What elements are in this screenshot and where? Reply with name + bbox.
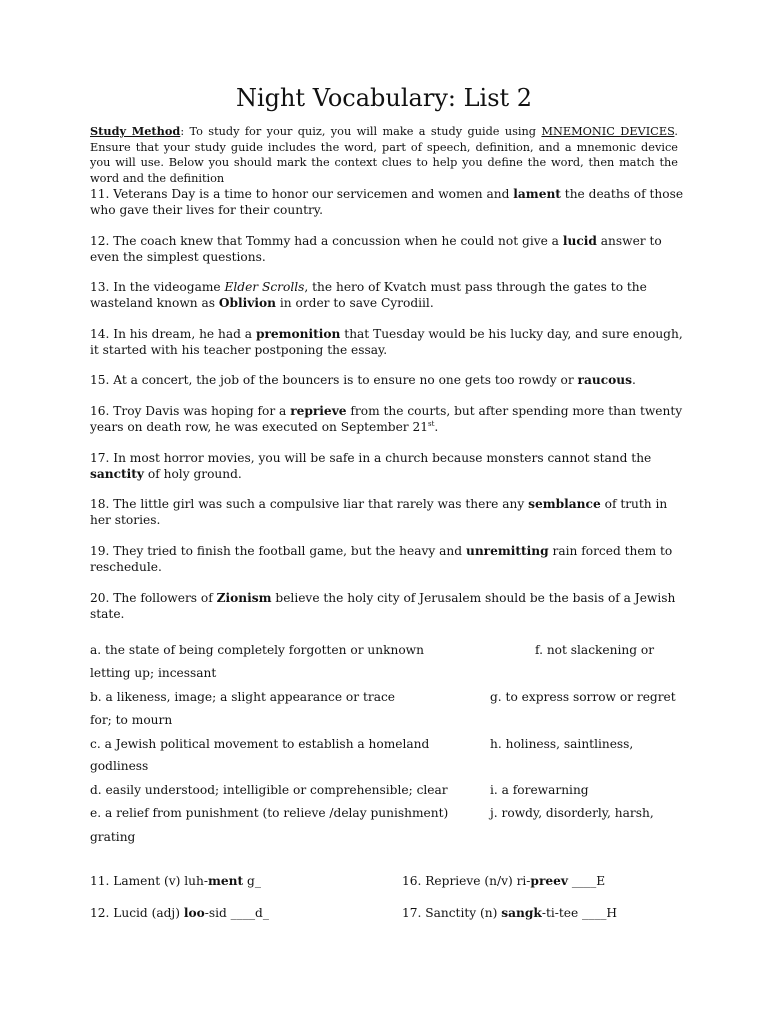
ordinal-suffix: st — [428, 419, 435, 428]
page-title: Night Vocabulary: List 2 — [235, 84, 533, 112]
answer-text: 16. Reprieve (n/v) ri- — [402, 874, 531, 888]
definition-j-continued: grating — [90, 830, 136, 844]
sentence-text: 20. The followers of — [90, 591, 217, 605]
definition-f-continued: letting up; incessant — [90, 666, 217, 680]
sentence-text: . — [434, 420, 439, 434]
answer-text: g_ — [243, 874, 261, 888]
sentence-text: 18. The little girl was such a compulsive liar that rarely was there any — [90, 497, 529, 511]
intro-text-1: : To study for your quiz, you will make a study guide using — [180, 125, 542, 138]
definition-c: c. a Jewish political movement to establish a homeland — [90, 737, 430, 751]
vocab-word-sanctity: sanctity — [90, 467, 145, 481]
vocab-word-lament: lament — [513, 187, 561, 201]
vocab-word-oblivion: Oblivion — [218, 296, 276, 310]
answer-text: 12. Lucid (adj) — [90, 906, 184, 920]
sentence-text: of holy ground. — [144, 467, 242, 481]
definition-a: a. the state of being completely forgotten or unknown — [90, 643, 424, 657]
answer-16 — [402, 873, 605, 889]
sentence-text: from the courts, but after spending more than twenty years on death row, he was executed on September 21 — [90, 404, 683, 434]
vocab-word-unremitting: unremitting — [465, 544, 549, 558]
sentence-20 — [90, 590, 690, 622]
sentence-text: 11. Veterans Day is a time to honor our servicemen and women and — [90, 187, 514, 201]
sentence-text: 19. They tried to finish the football game, but the heavy and — [90, 544, 466, 558]
definition-g: g. to express sorrow or regret — [490, 690, 676, 704]
answer-text: -sid ____d_ — [204, 906, 269, 920]
sentence-17 — [90, 450, 690, 482]
sentence-text: 16. Troy Davis was hoping for a — [90, 404, 291, 418]
answer-text: ____E — [567, 874, 606, 888]
sentence-text: rain forced them to reschedule. — [90, 544, 673, 574]
answer-text: 11. Lament (v) luh- — [90, 874, 208, 888]
stressed-syllable: sangk — [501, 906, 542, 920]
sentence-15 — [90, 372, 690, 388]
answer-text: -ti-tee ____H — [541, 906, 618, 920]
definition-h-continued: godliness — [90, 759, 149, 773]
definition-e: e. a relief from punishment (to relieve /delay punishment) — [90, 806, 449, 820]
intro-text-2: . Ensure that your study guide includes the word, part of speech, definition, and a mnemonic device you will use. Below you should mark the context clues to help you define the word, then match the word and the definition — [90, 125, 679, 185]
sentence-text: 13. In the videogame — [90, 280, 225, 294]
sentence-text: . — [631, 373, 636, 387]
vocab-word-reprieve: reprieve — [290, 404, 347, 418]
sentence-19 — [90, 543, 690, 575]
definition-b: b. a likeness, image; a slight appearance or trace — [90, 690, 395, 704]
definition-j: j. rowdy, disorderly, harsh, — [490, 806, 654, 820]
vocab-word-lucid: lucid — [562, 234, 597, 248]
sentence-text: believe the holy city of Jerusalem should be the basis of a Jewish state. — [90, 591, 676, 621]
answer-17 — [402, 905, 617, 921]
sentence-text: 12. The coach knew that Tommy had a concussion when he could not give a — [90, 234, 563, 248]
sentence-text: answer to even the simplest questions. — [90, 234, 662, 264]
sentence-text: of truth in her stories. — [90, 497, 668, 527]
sentence-text: the deaths of those who gave their lives for their country. — [90, 187, 684, 217]
sentence-text: 15. At a concert, the job of the bouncers is to ensure no one gets too rowdy or — [90, 373, 578, 387]
mnemonic-devices-text: MNEMONIC DEVICES — [541, 125, 675, 138]
stressed-syllable: preev — [530, 874, 568, 888]
sentence-16 — [90, 403, 690, 435]
sentence-text: 17. In most horror movies, you will be safe in a church because monsters cannot stand the — [90, 451, 652, 465]
stressed-syllable: ment — [208, 874, 244, 888]
definition-g-continued: for; to mourn — [90, 713, 173, 727]
sentence-text: , the hero of Kvatch must pass through the gates to the wasteland known as — [90, 280, 647, 310]
definition-f: f. not slackening or — [535, 643, 655, 657]
definition-h: h. holiness, saintliness, — [490, 737, 634, 751]
answer-11 — [90, 873, 261, 889]
sentence-14 — [90, 326, 690, 358]
sentence-18 — [90, 496, 690, 528]
definition-d: d. easily understood; intelligible or comprehensible; clear — [90, 783, 448, 797]
answer-12 — [90, 905, 269, 921]
study-method-paragraph — [90, 124, 678, 186]
sentence-text: in order to save Cyrodiil. — [275, 296, 434, 310]
vocab-word-raucous: raucous — [577, 373, 632, 387]
study-method-label: Study Method — [90, 124, 181, 138]
sentence-13 — [90, 279, 690, 311]
sentence-12 — [90, 233, 690, 265]
vocab-word-zionism: Zionism — [216, 591, 272, 605]
stressed-syllable: loo — [183, 906, 205, 920]
definition-i: i. a forewarning — [490, 783, 589, 797]
sentence-text: 14. In his dream, he had a — [90, 327, 256, 341]
sentence-text: that Tuesday would be his lucky day, and sure enough, it started with his teacher postponing the essay. — [90, 327, 683, 357]
game-title-italic: Elder Scrolls — [224, 280, 305, 294]
answer-text: 17. Sanctity (n) — [402, 906, 502, 920]
vocab-word-premonition: premonition — [255, 327, 341, 341]
sentence-11 — [90, 186, 690, 218]
vocab-word-semblance: semblance — [528, 497, 601, 511]
